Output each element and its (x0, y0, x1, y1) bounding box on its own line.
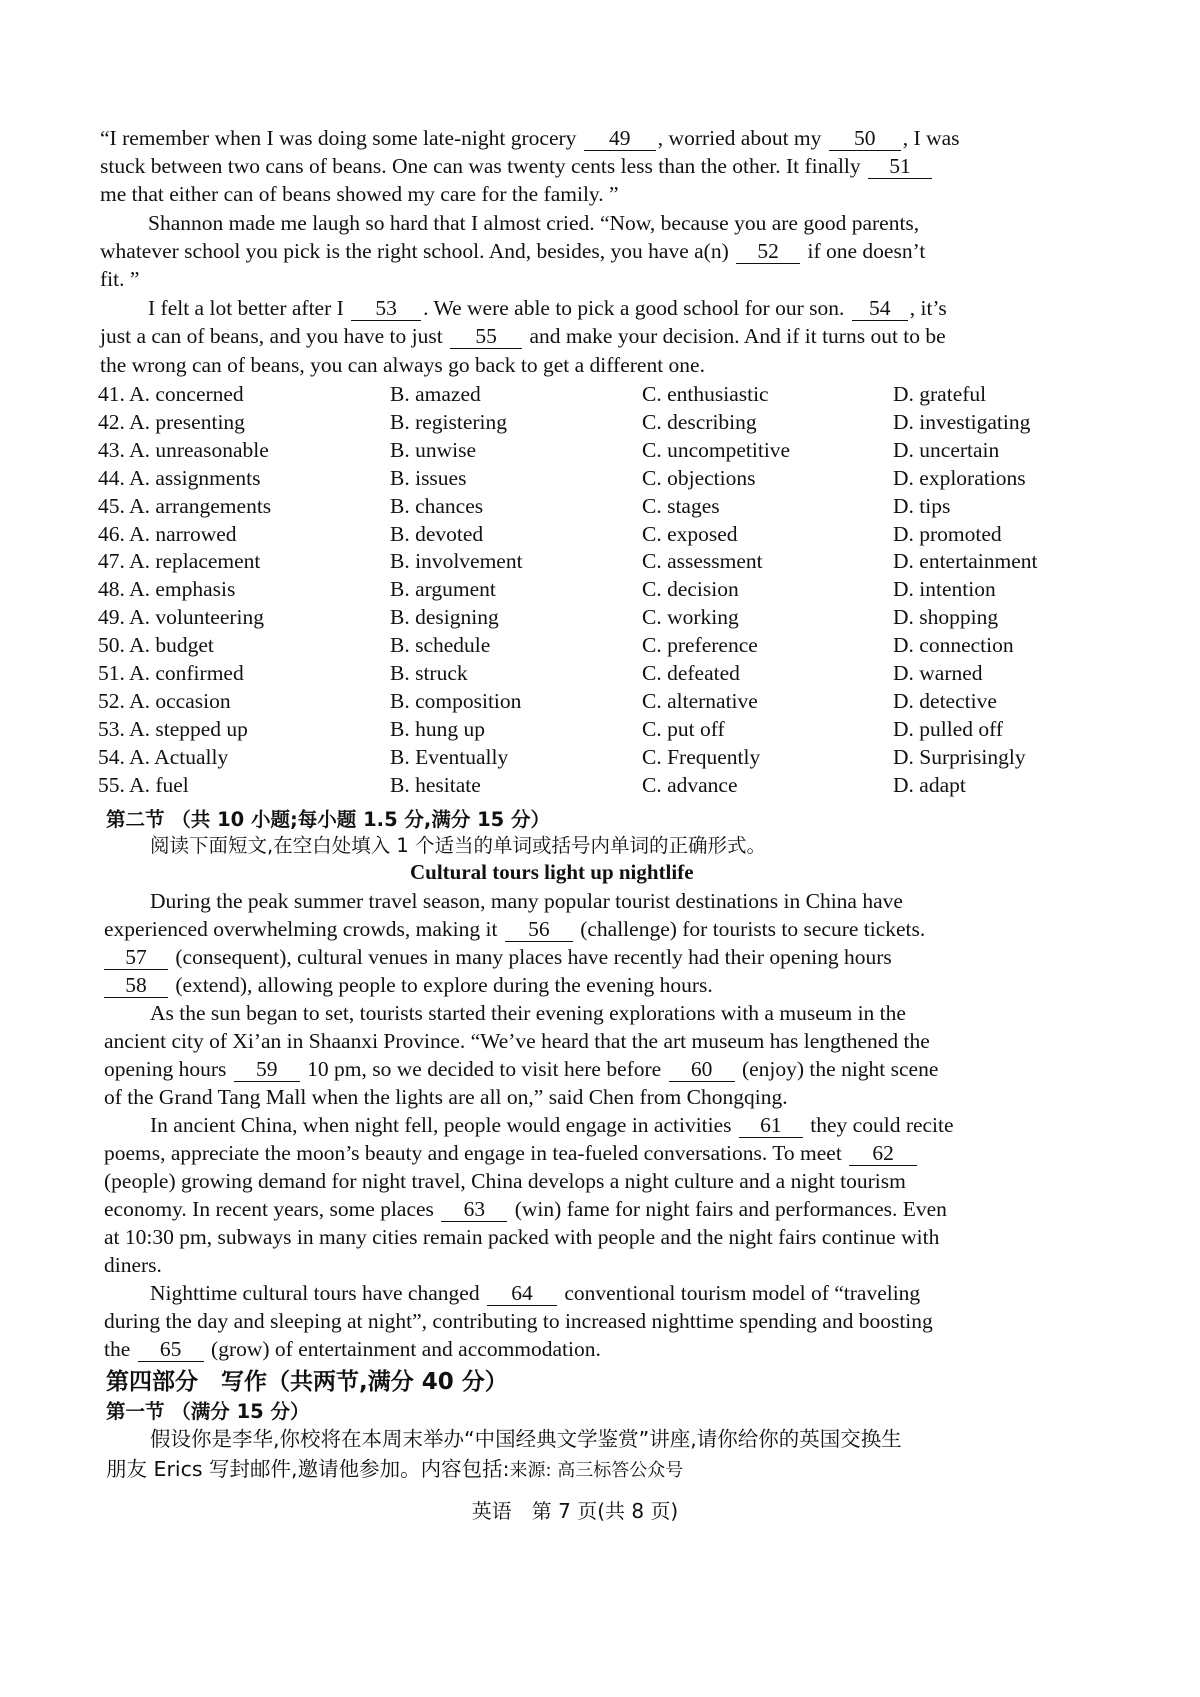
option-d[interactable]: D. Surprisingly (893, 744, 1026, 769)
option-b[interactable]: B. designing (390, 605, 499, 630)
option-d[interactable]: D. promoted (893, 521, 1002, 546)
blank-55[interactable]: 55 (450, 324, 522, 349)
option-text: A. Actually (129, 744, 229, 769)
option-c[interactable]: C. exposed (642, 521, 738, 546)
option-a[interactable] (98, 631, 214, 659)
passage-line: of the Grand Tang Mall when the lights are all on,” said Chen from Chongqing. (104, 1085, 788, 1109)
option-d[interactable]: D. connection (893, 633, 1014, 658)
passage-line: ancient city of Xi’an in Shaanxi Province. “We’ve heard that the art museum has lengthened the (104, 1029, 930, 1053)
passage-line (100, 237, 925, 265)
option-text: A. confirmed (129, 661, 244, 685)
option-text: A. unreasonable (129, 437, 269, 462)
question-number: 52. (98, 688, 125, 713)
option-b[interactable]: B. devoted (390, 521, 484, 546)
option-c[interactable]: C. decision (642, 577, 739, 602)
passage-line: during the day and sleeping at night”, contributing to increased nighttime spending and boosting (104, 1309, 933, 1333)
passage-text: , worried about my (657, 126, 822, 150)
passage-text: (win) fame for night fairs and performances. Even (514, 1197, 947, 1221)
question-number: 49. (98, 605, 125, 630)
passage-line (104, 1335, 601, 1363)
instruction-text: 阅读下面短文,在空白处填入 1 个适当的单词或括号内单词的正确形式。 (150, 834, 767, 857)
part-heading: 第四部分 写作（共两节,满分 40 分） (106, 1369, 508, 1395)
passage-title: Cultural tours light up nightlife (410, 860, 694, 884)
blank-57[interactable]: 57 (104, 945, 168, 970)
option-d[interactable]: D. grateful (893, 382, 987, 406)
passage-line (150, 1279, 920, 1307)
option-c[interactable]: C. objections (642, 465, 756, 490)
option-a[interactable] (98, 743, 228, 771)
blank-60[interactable]: 60 (669, 1057, 735, 1082)
passage-line (104, 943, 892, 971)
option-a[interactable] (98, 436, 269, 464)
passage-text: the (104, 1337, 131, 1361)
passage-line: (people) growing demand for night travel, China develops a night culture and a night tourism (104, 1169, 906, 1193)
passage-line (104, 1139, 919, 1167)
option-text: A. narrowed (129, 521, 237, 546)
question-number: 55. (98, 772, 125, 797)
blank-64[interactable]: 64 (487, 1281, 557, 1306)
option-c[interactable]: C. advance (642, 772, 738, 797)
option-b[interactable]: B. chances (390, 493, 484, 518)
option-d[interactable]: D. adapt (893, 772, 966, 797)
passage-line: diners. (104, 1253, 162, 1277)
option-a[interactable] (98, 603, 264, 631)
option-a[interactable] (98, 408, 245, 436)
page-footer: 英语 第 7 页(共 8 页) (471, 1499, 679, 1523)
question-number: 41. (98, 382, 125, 406)
option-d[interactable]: D. intention (893, 577, 996, 602)
blank-65[interactable]: 65 (138, 1337, 204, 1362)
passage-line (104, 971, 713, 999)
option-text: A. stepped up (129, 716, 248, 741)
passage-text: (enjoy) the night scene (741, 1057, 939, 1081)
question-number: 54. (98, 744, 125, 769)
option-d[interactable]: D. tips (893, 493, 951, 518)
option-text: A. fuel (129, 772, 189, 797)
blank-56[interactable]: 56 (505, 917, 573, 942)
option-b[interactable]: B. struck (390, 661, 468, 685)
passage-text: “I remember when I was doing some late-night grocery (100, 126, 577, 150)
passage-line (148, 294, 947, 322)
passage-text: , I was (902, 126, 960, 150)
question-number: 43. (98, 437, 125, 462)
passage-line (104, 1195, 947, 1223)
passage-text: Nighttime cultural tours have changed (150, 1281, 480, 1305)
passage-text: if one doesn’t (807, 239, 926, 263)
passage-text: (consequent), cultural venues in many places have recently had their opening hours (175, 945, 892, 969)
option-c[interactable]: C. assessment (642, 549, 763, 574)
passage-text: stuck between two cans of beans. One can was twenty cents less than the other. It finally (100, 154, 861, 178)
question-number: 42. (98, 409, 125, 434)
passage-line: fit. ” (100, 267, 140, 291)
blank-51[interactable]: 51 (868, 154, 932, 179)
passage-line (104, 915, 925, 943)
question-number: 51. (98, 661, 125, 685)
option-d[interactable]: D. investigating (893, 409, 1031, 434)
blank-63[interactable]: 63 (441, 1197, 507, 1222)
option-a[interactable] (98, 687, 231, 715)
passage-line: me that either can of beans showed my care for the family. ” (100, 182, 619, 206)
passage-line (100, 152, 934, 180)
option-c[interactable]: C. enthusiastic (642, 382, 769, 406)
option-a[interactable] (98, 547, 260, 575)
option-c[interactable]: C. stages (642, 493, 720, 518)
passage-text: (challenge) for tourists to secure tickets. (580, 917, 926, 941)
passage-text: . We were able to pick a good school for our son. (423, 296, 845, 320)
passage-line (100, 322, 946, 350)
question-number: 48. (98, 577, 125, 602)
passage-text: they could recite (810, 1113, 954, 1137)
blank-54[interactable]: 54 (852, 296, 908, 321)
blank-58[interactable]: 58 (104, 973, 168, 998)
option-d[interactable]: D. detective (893, 688, 997, 713)
blank-49[interactable]: 49 (584, 126, 656, 151)
question-number: 46. (98, 521, 125, 546)
option-text: A. replacement (129, 549, 261, 574)
option-b[interactable]: B. composition (390, 688, 522, 713)
blank-61[interactable]: 61 (739, 1113, 803, 1138)
option-d[interactable]: D. pulled off (893, 716, 1004, 741)
passage-text: , it’s (909, 296, 947, 320)
option-b[interactable]: B. schedule (390, 633, 491, 658)
passage-line: During the peak summer travel season, many popular tourist destinations in China have (150, 889, 903, 913)
blank-53[interactable]: 53 (351, 296, 421, 321)
passage-text: (extend), allowing people to explore during the evening hours. (175, 973, 713, 997)
option-b[interactable]: B. argument (390, 577, 496, 602)
option-b[interactable]: B. registering (390, 409, 508, 434)
passage-line (150, 1111, 954, 1139)
option-b[interactable]: B. hesitate (390, 772, 481, 797)
writing-prompt-text: 朋友 Erics 写封邮件,邀请他参加。内容包括: (106, 1457, 510, 1481)
option-d[interactable]: D. warned (893, 661, 983, 685)
option-text: A. occasion (129, 688, 231, 713)
question-number: 44. (98, 465, 125, 490)
option-a[interactable] (98, 659, 244, 687)
question-number: 53. (98, 716, 125, 741)
passage-text: conventional tourism model of “traveling (564, 1281, 921, 1305)
passage-text: 10 pm, so we decided to visit here before (307, 1057, 662, 1081)
option-c[interactable]: C. Frequently (642, 744, 761, 769)
passage-line: at 10:30 pm, subways in many cities remain packed with people and the night fairs continue with (104, 1225, 940, 1249)
passage-text: (grow) of entertainment and accommodation. (211, 1337, 601, 1361)
option-text: A. volunteering (129, 605, 265, 630)
option-a[interactable] (98, 520, 237, 548)
option-text: A. presenting (129, 409, 245, 434)
passage-text: whatever school you pick is the right school. And, besides, you have a(n) (100, 239, 729, 263)
passage-line: Shannon made me laugh so hard that I almost cried. “Now, because you are good parents, (148, 211, 920, 235)
option-text: A. assignments (129, 465, 261, 490)
option-c[interactable]: C. defeated (642, 661, 740, 685)
option-c[interactable]: C. put off (642, 716, 725, 741)
passage-text: and make your decision. And if it turns out to be (529, 324, 946, 348)
blank-59[interactable]: 59 (234, 1057, 300, 1082)
option-text: A. emphasis (129, 577, 236, 602)
blank-52[interactable]: 52 (736, 239, 800, 264)
option-c[interactable]: C. describing (642, 409, 757, 434)
option-b[interactable]: B. Eventually (390, 744, 509, 769)
source-note: 来源: 高三标答公众号 (509, 1460, 684, 1481)
blank-62[interactable]: 62 (849, 1141, 917, 1166)
passage-text: experienced overwhelming crowds, making it (104, 917, 498, 941)
question-number: 47. (98, 549, 125, 574)
option-a[interactable] (98, 464, 260, 492)
blank-50[interactable]: 50 (829, 126, 901, 151)
option-a[interactable] (98, 380, 244, 408)
passage-text: In ancient China, when night fell, people would engage in activities (150, 1113, 732, 1137)
option-a[interactable] (98, 492, 271, 520)
passage-text: economy. In recent years, some places (104, 1197, 434, 1221)
option-c[interactable]: C. alternative (642, 688, 758, 713)
passage-text: I felt a lot better after I (148, 296, 344, 320)
passage-line (104, 1055, 938, 1083)
option-b[interactable]: B. issues (390, 465, 467, 490)
option-b[interactable]: B. hung up (390, 716, 485, 741)
question-number: 50. (98, 633, 125, 658)
passage-text: poems, appreciate the moon’s beauty and engage in tea-fueled conversations. To meet (104, 1141, 842, 1165)
option-a[interactable] (98, 575, 235, 603)
option-c[interactable]: C. preference (642, 633, 758, 658)
section-heading: 第二节 （共 10 小题;每小题 1.5 分,满分 15 分） (106, 808, 551, 831)
option-a[interactable] (98, 771, 189, 799)
passage-line: the wrong can of beans, you can always go back to get a different one. (100, 353, 705, 377)
option-text: A. budget (129, 633, 214, 658)
option-a[interactable] (98, 715, 248, 743)
option-d[interactable]: D. shopping (893, 605, 999, 630)
option-b[interactable]: B. involvement (390, 549, 523, 574)
passage-line: As the sun began to set, tourists started their evening explorations with a museum in the (150, 1001, 906, 1025)
option-text: A. concerned (129, 382, 244, 406)
option-c[interactable]: C. uncompetitive (642, 437, 791, 462)
writing-prompt: 假设你是李华,你校将在本周末举办“中国经典文学鉴赏”讲座,请你给你的英国交换生 (150, 1427, 902, 1451)
option-d[interactable]: D. entertainment (893, 549, 1038, 574)
passage-text: just a can of beans, and you have to just (100, 324, 443, 348)
passage-text: opening hours (104, 1057, 227, 1081)
option-text: A. arrangements (129, 493, 272, 518)
writing-prompt (106, 1454, 683, 1486)
option-c[interactable]: C. working (642, 605, 739, 630)
option-b[interactable]: B. amazed (390, 382, 481, 406)
question-number: 45. (98, 493, 125, 518)
subsection-heading: 第一节 （满分 15 分） (106, 1400, 310, 1423)
option-b[interactable]: B. unwise (390, 437, 476, 462)
option-d[interactable]: D. uncertain (893, 437, 1000, 462)
passage-line (100, 124, 960, 152)
option-d[interactable]: D. explorations (893, 465, 1026, 490)
